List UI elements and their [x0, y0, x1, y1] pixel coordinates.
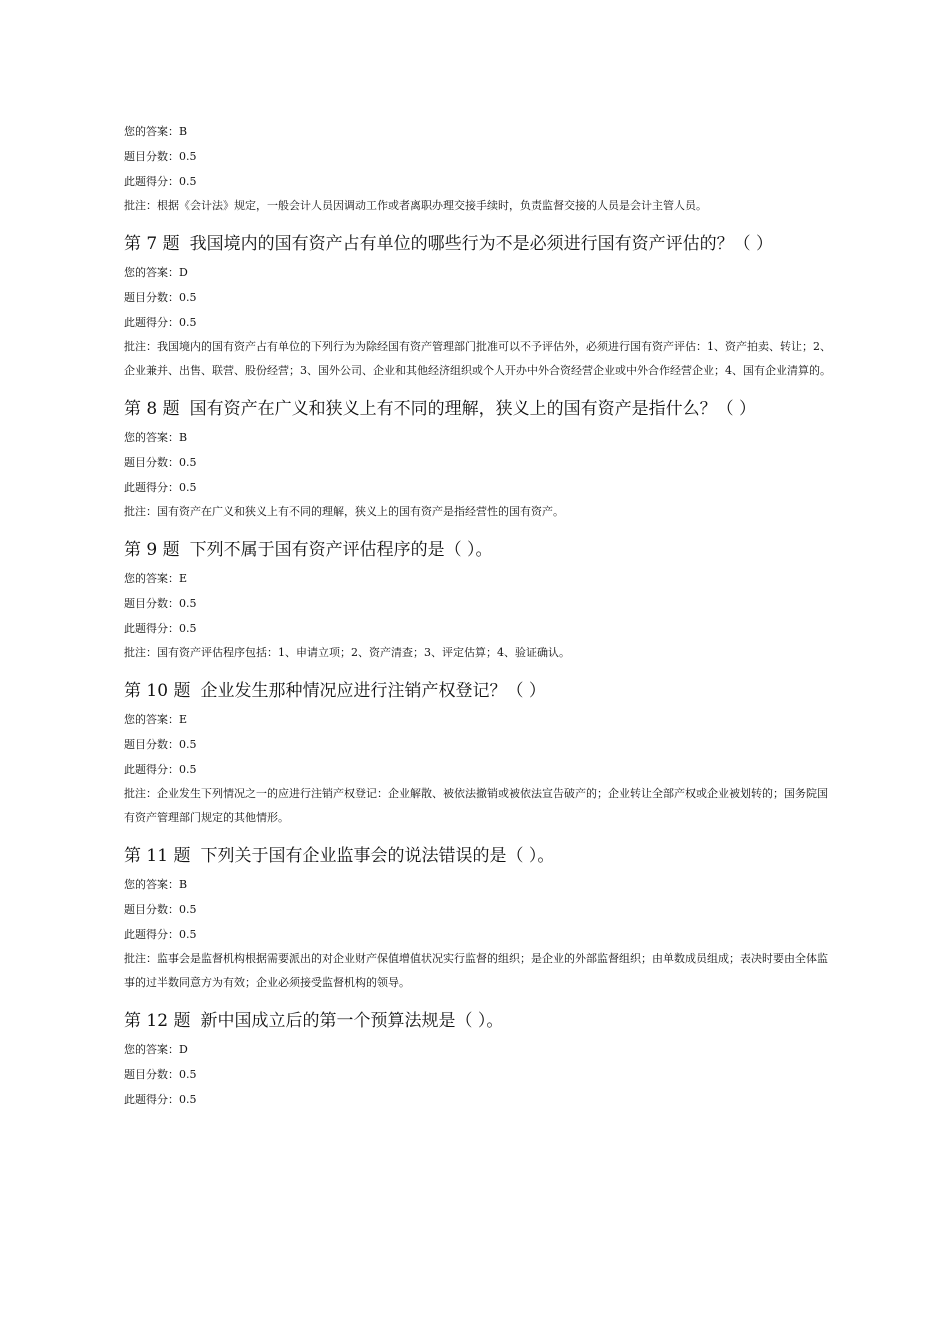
question-9 [124, 538, 834, 665]
question-text: 我国境内的国有资产占有单位的哪些行为不是必须进行国有资产评估的？（ ） [189, 234, 774, 254]
question-text: 企业发生那种情况应进行注销产权登记？（ ） [200, 681, 546, 701]
note-line: 批注：根据《会计法》规定，一般会计人员因调动工作或者离职办理交接手续时，负责监督交接的人员是会计主管人员。 [124, 199, 707, 212]
got-line: 此题得分：0.5 [124, 1093, 197, 1106]
got-value: 0.5 [179, 1093, 197, 1106]
got-line: 此题得分：0.5 [124, 928, 197, 941]
got-line: 此题得分：0.5 [124, 175, 197, 188]
answer-line: 您的答案：B [124, 431, 188, 444]
question-7 [124, 232, 834, 383]
question-title [124, 538, 834, 562]
got-line: 此题得分：0.5 [124, 316, 197, 329]
answer-value: E [179, 713, 188, 726]
note-text: 监事会是监督机构根据需要派出的对企业财产保值增值状况实行监督的组织；是企业的外部监督组织；由单数成员组成；表决时要由全体监事的过半数同意方为有效；企业必须接受监督机构的领导。 [124, 952, 828, 989]
score-value: 0.5 [179, 738, 197, 751]
question-number: 第 8 题 [124, 399, 180, 419]
got-line: 此题得分：0.5 [124, 481, 197, 494]
score-line: 题目分数：0.5 [124, 1068, 197, 1081]
answer-line: 您的答案：D [124, 266, 188, 279]
got-value: 0.5 [179, 316, 197, 329]
got-value: 0.5 [179, 481, 197, 494]
got-line: 此题得分：0.5 [124, 622, 197, 635]
note-text: 国有资产在广义和狭义上有不同的理解，狭义上的国有资产是指经营性的国有资产。 [157, 505, 564, 518]
got-value: 0.5 [179, 928, 197, 941]
question-text: 下列关于国有企业监事会的说法错误的是（ ）。 [200, 846, 555, 866]
score-value: 0.5 [179, 903, 197, 916]
answer-value: B [179, 125, 188, 138]
question-number: 第 12 题 [124, 1011, 191, 1031]
answer-line: 您的答案：B [124, 878, 188, 891]
score-value: 0.5 [179, 1068, 197, 1081]
answer-line: 您的答案：E [124, 572, 188, 585]
question-title [124, 844, 834, 868]
note-line: 批注：我国境内的国有资产占有单位的下列行为为除经国有资产管理部门批准可以不予评估外，必须进行国有资产评估：1、资产拍卖、转让；2、企业兼并、出售、联营、股份经营；3、国外公司、企业和其他经济组织或个人开办中外合资经营企业或中外合作经营企业；4、国有企业清算的。 [124, 340, 831, 377]
answer-line: 您的答案：E [124, 713, 188, 726]
note-text: 我国境内的国有资产占有单位的下列行为为除经国有资产管理部门批准可以不予评估外，必须进行国有资产评估：1、资产拍卖、转让；2、企业兼并、出售、联营、股份经营；3、国外公司、企业和其他经济组织或个人开办中外合资经营企业或中外合作经营企业；4、国有企业清算的。 [124, 340, 831, 377]
got-line: 此题得分：0.5 [124, 763, 197, 776]
score-line: 题目分数：0.5 [124, 150, 197, 163]
question-number: 第 11 题 [124, 846, 191, 866]
question-title [124, 679, 834, 703]
document-page [124, 119, 834, 1112]
score-value: 0.5 [179, 291, 197, 304]
question-number: 第 9 题 [124, 540, 180, 560]
question-title [124, 232, 834, 256]
answer-value: D [179, 1043, 188, 1056]
question-10 [124, 679, 834, 830]
note-text: 企业发生下列情况之一的应进行注销产权登记：企业解散、被依法撤销或被依法宣告破产的；企业转让全部产权或企业被划转的；国务院国有资产管理部门规定的其他情形。 [124, 787, 828, 824]
note-text: 国有资产评估程序包括：1、申请立项；2、资产清查；3、评定估算；4、验证确认。 [157, 646, 570, 659]
question-title [124, 1009, 834, 1033]
got-value: 0.5 [179, 763, 197, 776]
score-line: 题目分数：0.5 [124, 291, 197, 304]
answer-block-prev [124, 119, 834, 218]
score-value: 0.5 [179, 150, 197, 163]
question-title [124, 397, 834, 421]
note-text: 根据《会计法》规定，一般会计人员因调动工作或者离职办理交接手续时，负责监督交接的人员是会计主管人员。 [157, 199, 707, 212]
score-value: 0.5 [179, 597, 197, 610]
score-line: 题目分数：0.5 [124, 903, 197, 916]
question-text: 新中国成立后的第一个预算法规是（ ）。 [200, 1011, 504, 1031]
question-number: 第 10 题 [124, 681, 191, 701]
note-line: 批注：企业发生下列情况之一的应进行注销产权登记：企业解散、被依法撤销或被依法宣告破产的；企业转让全部产权或企业被划转的；国务院国有资产管理部门规定的其他情形。 [124, 787, 828, 824]
answer-line: 您的答案：B [124, 125, 188, 138]
answer-value: B [179, 878, 188, 891]
question-number: 第 7 题 [124, 234, 180, 254]
note-line: 批注：国有资产在广义和狭义上有不同的理解，狭义上的国有资产是指经营性的国有资产。 [124, 505, 564, 518]
answer-value: D [179, 266, 188, 279]
got-value: 0.5 [179, 175, 197, 188]
question-text: 下列不属于国有资产评估程序的是（ ）。 [189, 540, 493, 560]
question-11 [124, 844, 834, 995]
note-line: 批注：监事会是监督机构根据需要派出的对企业财产保值增值状况实行监督的组织；是企业的外部监督组织；由单数成员组成；表决时要由全体监事的过半数同意方为有效；企业必须接受监督机构的领导。 [124, 952, 828, 989]
question-text: 国有资产在广义和狭义上有不同的理解，狭义上的国有资产是指什么？（ ） [189, 399, 757, 419]
score-line: 题目分数：0.5 [124, 738, 197, 751]
question-12 [124, 1009, 834, 1112]
score-value: 0.5 [179, 456, 197, 469]
answer-value: E [179, 572, 188, 585]
note-line: 批注：国有资产评估程序包括：1、申请立项；2、资产清查；3、评定估算；4、验证确认。 [124, 646, 570, 659]
score-line: 题目分数：0.5 [124, 456, 197, 469]
score-line: 题目分数：0.5 [124, 597, 197, 610]
question-8 [124, 397, 834, 524]
got-value: 0.5 [179, 622, 197, 635]
answer-line: 您的答案：D [124, 1043, 188, 1056]
answer-value: B [179, 431, 188, 444]
